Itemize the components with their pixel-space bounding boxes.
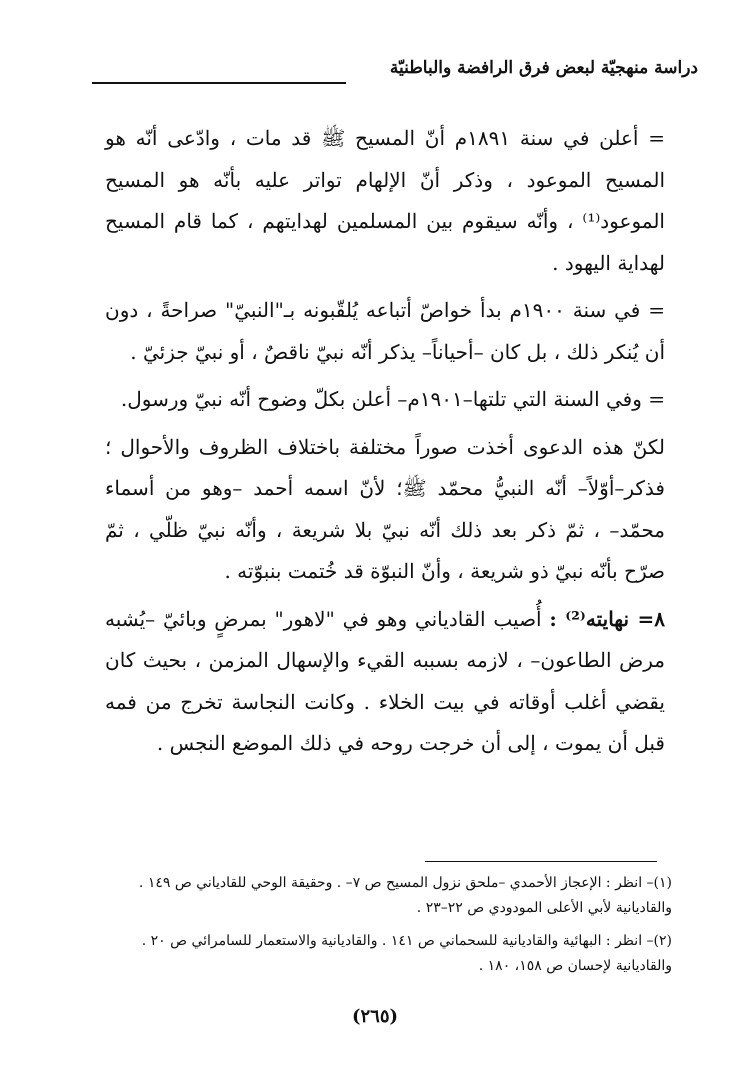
footnotes bbox=[82, 871, 672, 979]
page-number: (٢٦٥) bbox=[351, 1006, 399, 1027]
running-header bbox=[48, 58, 698, 78]
paragraph-text: = أعلن في سنة ١٨٩١م أنّ المسيح ﷺ قد مات ، وادّعى أنّه هو المسيح الموعود ، وذكر أنّ الإلهام تواتر عليه بأنّه هو المسيح الموعود⁽¹⁾ ، وأنّه سيقوم بين المسلمين لهدايتهم ، كما قام المسيح لهداية اليهود . bbox=[105, 126, 665, 275]
section-heading: ٨= نهايته⁽²⁾ : bbox=[549, 606, 665, 631]
footnote-1: (١)– انظر : الإعجاز الأحمدي –ملحق نزول المسيح ص ٧– . وحقيقة الوحي للقادياني ص ١٤٩ . والقاديانية لأبي الأعلى المودودي ص ٢٢–٢٣ . bbox=[138, 875, 672, 916]
paragraph-text: = وفي السنة التي تلتها–١٩٠١م– أعلن بكلّ وضوح أنّه نبيّ ورسول. bbox=[120, 387, 665, 411]
footnote-rule bbox=[425, 861, 657, 862]
paragraph-text: لكنّ هذه الدعوى أخذت صوراً مختلفة باختلاف الظروف والأحوال ؛ فذكر–أوّلاً– أنّه النبيُّ محمّد ﷺ؛ لأنّ اسمه أحمد –وهو من أسماء محمّد– ، ثمّ ذكر بعد ذلك أنّه نبيّ بلا شريعة ، وأنّه نبيّ ظلّي ، ثمّ صرّح بأنّه نبيّ ذو شريعة ، وأنّ النبوّة قد خُتمت بنبوّته . bbox=[105, 434, 665, 583]
paragraph-1891 bbox=[105, 118, 665, 284]
paragraph-text: أُصيب القادياني وهو في "لاهور" بمرضٍ وبائيّ –يُشبه مرض الطاعون– ، لازمه بسببه القيء والإسهال المزمن ، بحيث كان يقضي أغلب أوقاته في بيت الخلاء . وكانت النجاسة تخرج من فمه قبل أن يموت ، إلى أن خرجت روحه في ذلك الموضع النجس . bbox=[105, 606, 665, 755]
paragraph-1901 bbox=[105, 379, 665, 421]
paragraph-text: = في سنة ١٩٠٠م بدأ خواصّ أتباعه يُلقّبونه بـ"النبيّ" صراحةً ، دون أن يُنكر ذلك ، بل كان –أحياناً– يذكر أنّه نبيّ ناقصٌ ، أو نبيّ جزئيّ . bbox=[105, 298, 666, 364]
paragraph-his-end bbox=[105, 599, 665, 765]
footnote-2: (٢)– انظر : البهائية والقاديانية للسحماني ص ١٤١ . والقاديانية والاستعمار للسامرائي ص ٢٠ . والقاديانية لإحسان ص ١٥٨، ١٨٠ . bbox=[141, 933, 672, 974]
header-title: دراسة منهجيّة لبعض فرق الرافضة والباطنيّة bbox=[389, 58, 698, 78]
header-rule bbox=[92, 82, 346, 84]
main-text bbox=[105, 118, 665, 765]
paragraph-1900 bbox=[105, 290, 665, 373]
paragraph-forms-of-claim bbox=[105, 427, 665, 593]
